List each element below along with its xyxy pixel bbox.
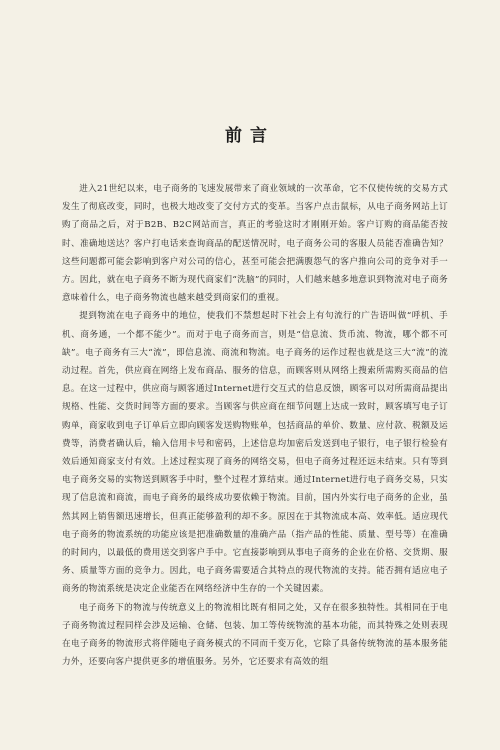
paragraph: 进入21世纪以来，电子商务的飞速发展带来了商业领域的一次革命，它不仅使传统的交易方式发生了彻底改变，同时，也极大地改变了交付方式的变革。当客户点击鼠标，从电子商务网站上订购了商品之后，对于B2B、B2C网站而言，真正的考验这时才刚刚开始。客户订购的商品能否按时、准确地送达？客户打电话来查询商品的配送情况时，电子商务公司的客服人员能否准确告知？这些问题都可能会影响到客户对公司的信心，甚至可能会把满腹怨气的客户推向公司的竞争对手一方。因此，就在电子商务不断为现代商家们“洗脑”的同时，人们越来越多地意识到物流对电子商务意味着什么，电子商务物流也越来越受到商家们的重视。 bbox=[62, 184, 448, 304]
body-text bbox=[62, 180, 448, 671]
page-title: 前言 bbox=[225, 126, 275, 146]
paragraph: 提到物流在电子商务中的地位，使我们不禁想起时下社会上有句流行的广告语叫做“呼机、手机、商务通，一个都不能少”。而对于电子商务而言，则是“信息流、货币流、物流，哪个都不可缺”。电子商务有三大“流”，即信息流、商流和物流。电子商务的运作过程也就是这三大“流”的流动过程。首先，供应商在网络上发布商品、服务的信息，而顾客则从网络上搜索所需购买商品的信息。在这一过程中，供应商与顾客通过Internet进行交互式的信息反馈，顾客可以对所需商品提出规格、性能、交货时间等方面的要求。当顾客与供应商在细节问题上达成一致时，顾客填写电子订购单，商家收到电子订单后立即向顾客发送购物账单，包括商品的单价、数量、应付款、税额及运费等，消费者确认后，输入信用卡号和密码，上述信息均加密后发送到电子银行，电子银行检验有效后通知商家支付有效。上述过程实现了商务的网络交易，但电子商务过程还远未结束。只有等到电子商务交易的实物送到顾客手中时，整个过程才算结束。通过Internet进行电子商务交易，只实现了信息流和商流，而电子商务的最终成功要依赖于物流。目前，国内外实行电子商务的企业，虽然其网上销售额迅速增长，但真正能够盈利的却不多。原因在于其物流成本高、效率低。适应现代电子商务的物流系统的功能应该是把准确数量的准确产品（指产品的性能、质量、型号等）在准确的时间内，以最低的费用送交到客户手中。它直接影响到从事电子商务的企业在价格、交货期、服务、质量等方面的竞争力。因此，电子商务需要适合其特点的现代物流的支持。能否拥有适应电子商务的物流系统是决定企业能否在网络经济中生存的一个关键因素。 bbox=[62, 311, 448, 595]
paragraph: 电子商务下的物流与传统意义上的物流相比既有相同之处，又存在很多独特性。其相同在于电子商务物流过程同样会涉及运输、仓储、包装、加工等传统物流的基本功能，而其特殊之处则表现在电子商务的物流形式将伴随电子商务模式的不同而千变万化，它除了具备传统物流的基本服务能力外，还要向客户提供更多的增值服务。另外，它还要求有高效的组 bbox=[62, 602, 448, 668]
